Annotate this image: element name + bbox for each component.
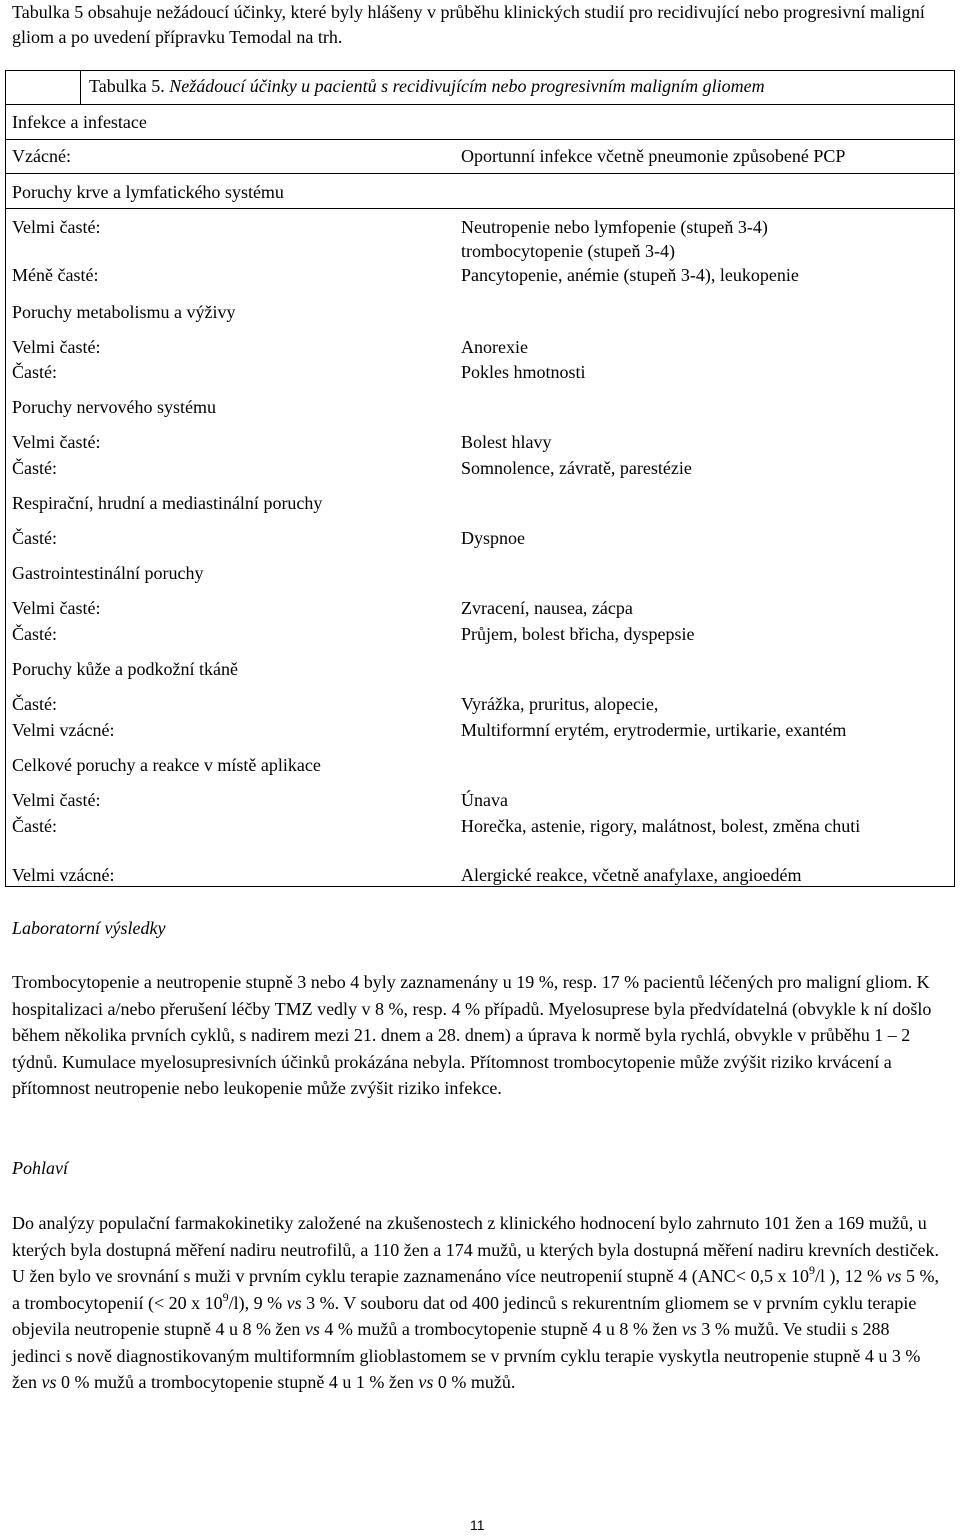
superscript: 9 bbox=[808, 1263, 815, 1277]
table-caption-prefix: Tabulka 5. bbox=[89, 76, 165, 96]
adverse-effect: Dyspnoe bbox=[461, 528, 525, 548]
text-run: 0 % mužů a trombocytopenie stupně 4 u 1 % žen bbox=[56, 1372, 419, 1392]
intro-paragraph: Tabulka 5 obsahuje nežádoucí účinky, které byly hlášeny v průběhu klinických studií pro recidivující nebo progresivní maligní gliom a po uvedení přípravku Temodal na trh. bbox=[12, 2, 925, 47]
text-run: 5 %, a trombocytopenií (< 20 x 10 bbox=[12, 1266, 939, 1313]
section-heading-sex: Pohlaví bbox=[12, 1158, 68, 1178]
frequency-label: Časté: bbox=[12, 694, 57, 714]
table-caption bbox=[89, 75, 765, 97]
section-heading-lab: Laboratorní výsledky bbox=[12, 918, 166, 938]
frequency-label: Časté: bbox=[12, 528, 57, 548]
text-run: /l), 9 % bbox=[228, 1292, 287, 1313]
table-rule bbox=[5, 173, 955, 174]
frequency-label: Velmi časté: bbox=[12, 217, 101, 237]
adverse-effect: Vyrážka, pruritus, alopecie, bbox=[461, 694, 659, 714]
table-category: Poruchy metabolismu a výživy bbox=[12, 302, 236, 322]
adverse-effect: Somnolence, závratě, parestézie bbox=[461, 458, 692, 478]
text-run: Do analýzy populační farmakokinetiky založené na zkušenostech z klinického hodnocení bylo zahrnuto 101 žen a 169 mužů, u kterých byla dostupná měření nadiru neutrofilů, a 110 žen a 174 mužů, u kterých byla dostupná měření nadiru krevních destiček. U žen bylo ve srovnání s muži v prvním cyklu terapie zaznamenáno více neutropenií stupně 4 (ANC< 0,5 x 10 bbox=[12, 1213, 940, 1286]
table-category: Infekce a infestace bbox=[12, 112, 147, 132]
adverse-effect: Průjem, bolest břicha, dyspepsie bbox=[461, 624, 695, 644]
adverse-effect: Horečka, astenie, rigory, malátnost, bolest, změna chuti bbox=[461, 816, 861, 836]
table-category: Poruchy kůže a podkožní tkáně bbox=[12, 659, 238, 679]
table-caption-text: Nežádoucí účinky u pacientů s recidivujícím nebo progresivním maligním gliomem bbox=[169, 76, 765, 96]
frequency-label: Velmi časté: bbox=[12, 790, 101, 810]
adverse-effect: Pokles hmotnosti bbox=[461, 362, 586, 382]
adverse-effect: Anorexie bbox=[461, 337, 528, 357]
table-rule bbox=[80, 70, 81, 105]
frequency-label: Časté: bbox=[12, 816, 57, 836]
page-number: 11 bbox=[470, 1517, 485, 1533]
frequency-label: Velmi vzácné: bbox=[12, 720, 115, 740]
superscript: 9 bbox=[222, 1289, 229, 1304]
frequency-label: Časté: bbox=[12, 362, 57, 382]
text-run: 3 % mužů. Ve studii s 288 jedinci s nově diagnostikovaným multiformním glioblastomem se v prvním cyklu terapie vyskytla neutropenie stupně 4 u 3 % žen bbox=[12, 1319, 921, 1392]
adverse-effect: Oportunní infekce včetně pneumonie způsobené PCP bbox=[461, 146, 846, 166]
text-run: /l ), 12 % bbox=[814, 1266, 887, 1286]
table-category: Respirační, hrudní a mediastinální poruchy bbox=[12, 493, 323, 513]
table-category: Poruchy krve a lymfatického systému bbox=[12, 182, 284, 202]
adverse-effect: Zvracení, nausea, zácpa bbox=[461, 598, 633, 618]
table-category: Poruchy nervového systému bbox=[12, 397, 216, 417]
vs-italic: vs bbox=[286, 1292, 302, 1313]
table-rule bbox=[5, 139, 955, 140]
frequency-label: Velmi časté: bbox=[12, 432, 101, 452]
vs-italic: vs bbox=[41, 1372, 57, 1392]
frequency-label: Časté: bbox=[12, 458, 57, 478]
adverse-effect: trombocytopenie (stupeň 3-4) bbox=[461, 241, 675, 261]
adverse-effect: Multiformní erytém, erytrodermie, urtikarie, exantém bbox=[461, 720, 847, 740]
table-category: Gastrointestinální poruchy bbox=[12, 563, 204, 583]
lab-paragraph: Trombocytopenie a neutropenie stupně 3 nebo 4 byly zaznamenány u 19 %, resp. 17 % pacientů léčených pro maligní gliom. K hospitalizaci a/nebo přerušení léčby TMZ vedly v 8 %, resp. 4 % případů. Myelosuprese byla předvídatelná (obvykle k ní došlo během několika prvních cyklů, s nadirem mezi 21. dnem a 28. dnem) a úprava k normě byla rychlá, obvykle v průběhu 1 – 2 týdnů. Kumulace myelosupresivních účinků prokázána nebyla. Přítomnost trombocytopenie může zvýšit riziko krvácení a přítomnost neutropenie nebo leukopenie může zvýšit riziko infekce. bbox=[12, 972, 932, 1098]
adverse-effect: Neutropenie nebo lymfopenie (stupeň 3-4) bbox=[461, 217, 768, 237]
frequency-label: Velmi vzácné: bbox=[12, 865, 115, 885]
vs-italic: vs bbox=[304, 1319, 320, 1339]
frequency-label: Velmi časté: bbox=[12, 598, 101, 618]
table-rule bbox=[5, 208, 955, 209]
frequency-label: Velmi časté: bbox=[12, 337, 101, 357]
text-run: 0 % mužů. bbox=[433, 1372, 516, 1392]
frequency-label: Časté: bbox=[12, 624, 57, 644]
adverse-effect: Alergické reakce, včetně anafylaxe, angioedém bbox=[461, 865, 802, 885]
frequency-label: Vzácné: bbox=[12, 146, 71, 166]
table-rule bbox=[5, 104, 955, 105]
text-run: 4 % mužů a trombocytopenie stupně 4 u 8 % žen bbox=[319, 1319, 682, 1339]
vs-italic: vs bbox=[886, 1266, 902, 1286]
frequency-label: Méně časté: bbox=[12, 265, 99, 285]
sex-paragraph bbox=[12, 1210, 942, 1396]
vs-italic: vs bbox=[681, 1319, 697, 1339]
adverse-effect: Bolest hlavy bbox=[461, 432, 552, 452]
adverse-effect: Pancytopenie, anémie (stupeň 3-4), leukopenie bbox=[461, 265, 799, 285]
table-category: Celkové poruchy a reakce v místě aplikace bbox=[12, 755, 321, 775]
text-run: 3 %. V souboru dat od 400 jedinců s rekurentním gliomem se v prvním cyklu terapie objevila neutropenie stupně 4 u 8 % žen bbox=[12, 1292, 917, 1339]
vs-italic: vs bbox=[418, 1372, 434, 1392]
adverse-effect: Únava bbox=[461, 790, 508, 810]
